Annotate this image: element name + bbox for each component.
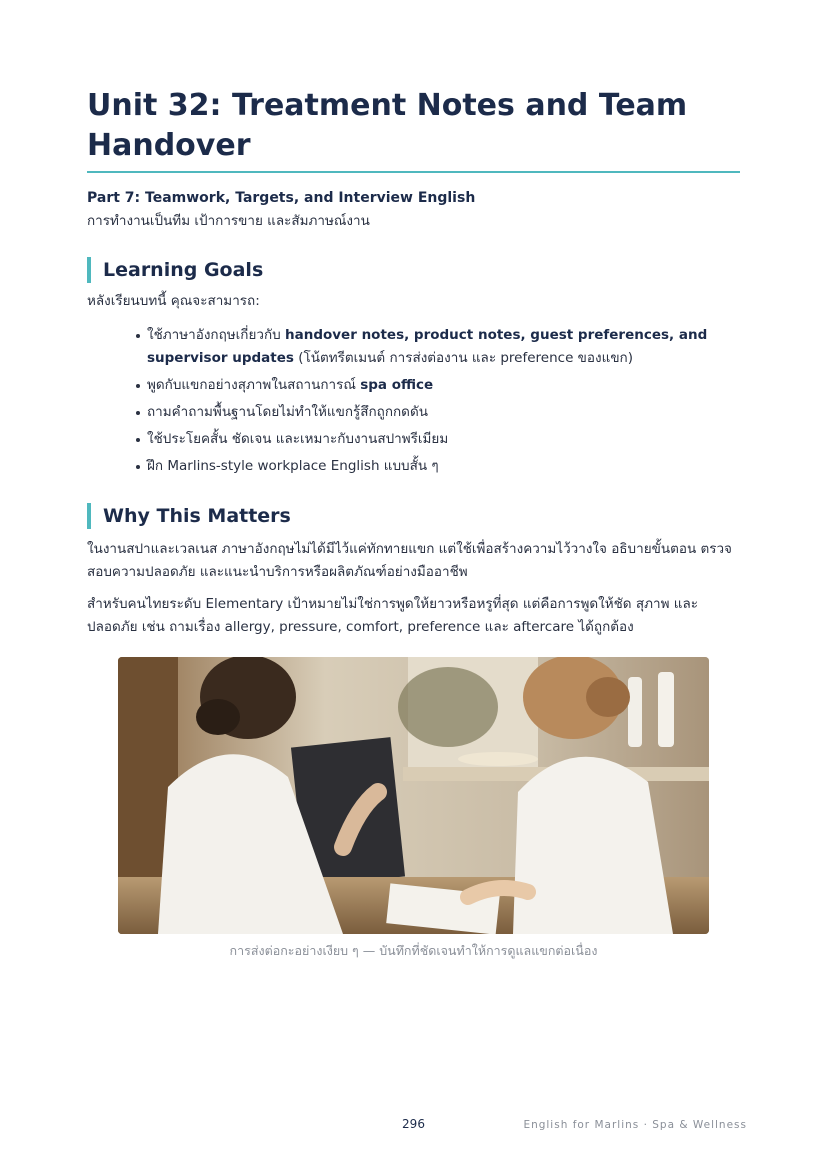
title-divider: [87, 171, 740, 173]
goal-item: ใช้ภาษาอังกฤษเกี่ยวกับ handover notes, product notes, guest preferences, and supervisor updates (โน้ตทรีตเมนต์ การส่งต่องาน และ preference ของแขก): [134, 324, 714, 370]
why-this-matters-heading: Why This Matters: [87, 503, 291, 529]
footer-brand: English for Marlins · Spa & Wellness: [523, 1119, 747, 1131]
learning-goals-list: [134, 324, 714, 482]
learning-goals-intro: หลังเรียนบทนี้ คุณจะสามารถ:: [87, 293, 260, 309]
goal-item: ใช้ประโยคสั้น ชัดเจน และเหมาะกับงานสปาพรีเมียม: [134, 428, 714, 451]
part-subtitle: การทำงานเป็นทีม เป้าการขาย และสัมภาษณ์งาน: [87, 213, 370, 229]
goal-item: ถามคำถามพื้นฐานโดยไม่ทำให้แขกรู้สึกถูกกดดัน: [134, 401, 714, 424]
why-paragraph-2: สำหรับคนไทยระดับ Elementary เป้าหมายไม่ใช่การพูดให้ยาวหรือหรูที่สุด แต่คือการพูดให้ชัด สุภาพ และปลอดภัย เช่น ถามเรื่อง allergy, pressure, comfort, preference และ aftercare ได้ถูกต้อง: [87, 596, 698, 635]
figure-caption: การส่งต่อกะอย่างเงียบ ๆ — บันทึกที่ชัดเจนทำให้การดูแลแขกต่อเนื่อง: [229, 943, 598, 958]
goal-item: ฝึก Marlins-style workplace English แบบสั้น ๆ: [134, 455, 714, 478]
spa-handover-photo: [118, 657, 709, 934]
why-paragraph-1: ในงานสปาและเวลเนส ภาษาอังกฤษไม่ได้มีไว้แค่ทักทายแขก แต่ใช้เพื่อสร้างความไว้วางใจ อธิบายขั้นตอน ตรวจสอบความปลอดภัย และแนะนำบริการหรือผลิตภัณฑ์อย่างมืออาชีพ: [87, 541, 732, 580]
goal-item: พูดกับแขกอย่างสุภาพในสถานการณ์ spa office: [134, 374, 714, 397]
learning-goals-heading: Learning Goals: [87, 257, 263, 283]
page-number: 296: [402, 1117, 425, 1131]
page-title: Unit 32: Treatment Notes and Team Handover: [87, 88, 688, 163]
part-title: Part 7: Teamwork, Targets, and Interview English: [87, 190, 476, 206]
